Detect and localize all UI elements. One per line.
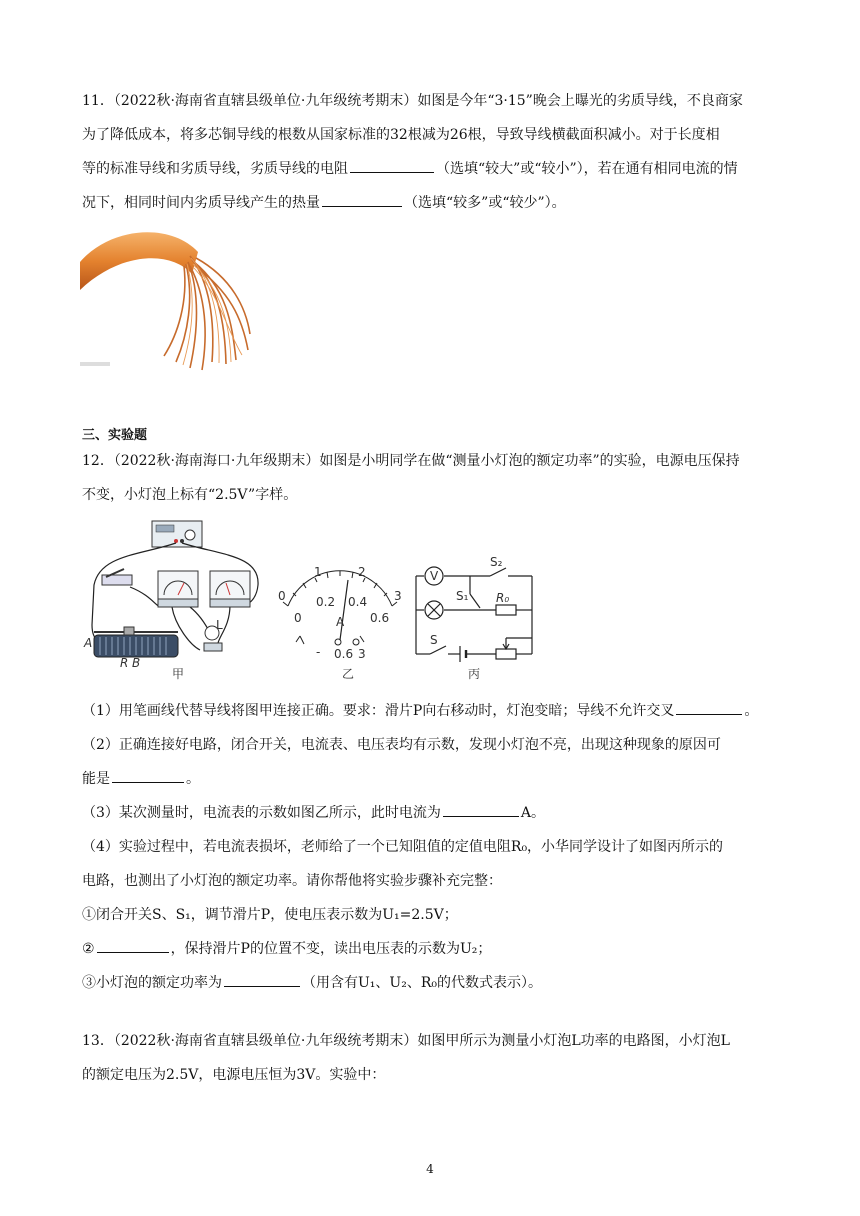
q12-step2 <box>82 932 782 966</box>
terminal-minus: - <box>316 645 321 659</box>
q12-part3-text: （3）某次测量时，电流表的示数如图乙所示，此时电流为 <box>82 805 441 821</box>
q12-step2-text: ② <box>82 941 95 957</box>
q12-part2-line2 <box>82 762 782 796</box>
q12-part2-end: 。 <box>186 771 200 787</box>
q13-line1: 13．（2022秋·海南省直辖县级单位·九年级统考期末）如图甲所示为测量小灯泡L功率的电路图，小灯泡L <box>82 1033 730 1049</box>
answer-blank[interactable] <box>112 766 184 783</box>
caption-jia: 甲 <box>172 667 185 680</box>
q12-part1-end: 。 <box>744 703 759 719</box>
q12-part3 <box>82 796 782 830</box>
q12-part2-text: 能是 <box>82 771 110 787</box>
label-s1: S₁ <box>456 589 469 603</box>
q11-line2: 为了降低成本，将多芯铜导线的根数从国家标准的32根减为26根，导致导线横截面积减小。对于长度相 <box>82 127 720 143</box>
q11-line3-text: 等的标准导线和劣质导线，劣质导线的电阻 <box>82 161 348 177</box>
q11-line4 <box>82 186 782 220</box>
question-12-intro <box>82 444 782 512</box>
q13-line2: 的额定电压为2.5V，电源电压恒为3V。实验中： <box>82 1067 386 1083</box>
answer-blank[interactable] <box>224 970 300 987</box>
tick-top-2: 2 <box>358 566 366 579</box>
answer-blank[interactable] <box>350 156 434 173</box>
tick-bottom-2: 0.4 <box>348 595 368 609</box>
figure-yi-ammeter-dial <box>276 566 404 680</box>
q11-line3-text2: （选填“较大”或“较小”），若在通有相同电流的情 <box>436 161 738 177</box>
q12-part1-text: （1）用笔画线代替导线将图甲连接正确。要求：滑片P向右移动时，灯泡变暗；导线不允许交叉 <box>82 703 675 719</box>
q12-step3-text2: （用含有U₁、U₂、R₀的代数式表示）。 <box>302 975 542 991</box>
q12-part1 <box>82 694 782 728</box>
label-s2: S₂ <box>490 556 503 569</box>
q12-part3-end: A。 <box>520 805 546 821</box>
tick-top-1: 1 <box>314 566 322 579</box>
tick-top-0: 0 <box>278 589 286 603</box>
terminal-3: 3 <box>358 647 366 661</box>
label-a: A <box>84 636 93 650</box>
terminal-0-6: 0.6 <box>334 647 354 661</box>
tick-bottom-0: 0 <box>294 611 302 625</box>
answer-blank[interactable] <box>443 800 519 817</box>
q12-part4-line2: 电路，也测出了小灯泡的额定功率。请你帮他将实验步骤补充完整： <box>82 873 502 889</box>
q11-line1: 11．（2022秋·海南省直辖县级单位·九年级统考期末）如图是今年“3·15”晚会上曝光的劣质导线，不良商家 <box>82 93 743 109</box>
q12-step3-text: ③小灯泡的额定功率为 <box>82 975 222 991</box>
figure-bing-circuit <box>410 556 540 680</box>
label-b: B <box>132 656 141 670</box>
q12-part2-line1: （2）正确连接好电路，闭合开关，电流表、电压表均有示数，发现小灯泡不亮，出现这种现象的原因可 <box>82 737 721 753</box>
meter-unit: A <box>336 615 345 629</box>
answer-blank[interactable] <box>97 936 169 953</box>
label-s: S <box>430 633 438 647</box>
caption-bing: 丙 <box>468 667 481 680</box>
label-v: V <box>430 569 439 583</box>
q11-line4-text2: （选填“较多”或“较少”）。 <box>404 195 566 211</box>
copper-wire-photo-icon <box>80 222 252 372</box>
q11-line3 <box>82 152 782 186</box>
q12-part4-line1: （4）实验过程中，若电流表损坏，老师给了一个已知阻值的定值电阻R₀，小华同学设计了如图丙所示的 <box>82 839 724 855</box>
answer-blank[interactable] <box>676 698 742 715</box>
q12-step1: ①闭合开关S、S₁，调节滑片P，使电压表示数为U₁=2.5V； <box>82 907 458 923</box>
q12-line1: 12．（2022秋·海南海口·九年级期末）如图是小明同学在做“测量小灯泡的额定功率”的实验，电源电压保持 <box>82 453 740 469</box>
answer-blank[interactable] <box>322 190 402 207</box>
tick-top-3: 3 <box>394 589 402 603</box>
tick-bottom-1: 0.2 <box>316 595 336 609</box>
q12-line2: 不变，小灯泡上标有“2.5V”字样。 <box>82 487 298 503</box>
caption-yi: 乙 <box>342 667 355 680</box>
question-11 <box>82 84 782 220</box>
q12-step3 <box>82 966 782 1000</box>
tick-bottom-3: 0.6 <box>370 611 390 625</box>
question-13 <box>82 1024 782 1092</box>
section-heading: 三、实验题 <box>82 428 148 443</box>
question-12-parts <box>82 694 782 1000</box>
page-number: 4 <box>426 1162 434 1176</box>
q12-step2-text2: ，保持滑片P的位置不变，读出电压表的示数为U₂； <box>170 941 492 957</box>
figure-jia-apparatus <box>80 515 270 680</box>
q11-line4-text: 况下，相同时间内劣质导线产生的热量 <box>82 195 320 211</box>
label-l: L <box>216 618 223 632</box>
label-r0: R₀ <box>496 591 510 605</box>
label-r: R <box>120 656 129 670</box>
